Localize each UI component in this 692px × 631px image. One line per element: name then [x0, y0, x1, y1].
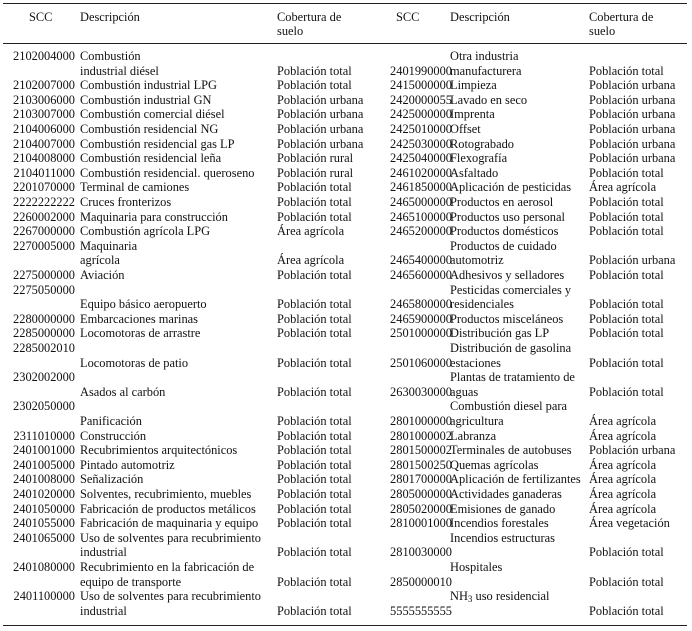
scc-right-cell: 2465100000 [390, 209, 452, 224]
scc-right-cell: 2465200000 [390, 224, 452, 239]
coverage-left-cell: Población total [277, 63, 352, 78]
description-right-cell: Hospitales [450, 560, 503, 574]
coverage-right-cell: Área agrícola [589, 457, 657, 472]
description-left-cell: Combustión industrial diésel [80, 49, 159, 78]
description-left-cell: Fabricación de productos metálicos [80, 501, 256, 516]
description-left-cell: Fabricación de maquinaria y equipo [80, 516, 259, 531]
scc-right-cell: 2420000055 [390, 92, 452, 107]
coverage-left-cell: Población total [277, 603, 352, 618]
scc-left-cell: 2102007000 [13, 78, 75, 93]
description-left-cell: Combustión industrial GN [80, 92, 212, 107]
table-row [3, 589, 687, 618]
coverage-right-cell: Población total [589, 384, 664, 399]
scc-right-cell: 2801000000 [390, 413, 452, 428]
coverage-left-cell: Población total [277, 487, 352, 501]
description-left-cell: Cruces fronterizos [80, 195, 172, 209]
coverage-left-cell: Población total [277, 311, 352, 326]
header-cob-right: Cobertura de suelo [589, 10, 654, 38]
description-left-cell: Combustión agrícola LPG [80, 224, 211, 239]
table-row [3, 166, 687, 181]
description-right-cell: Rotograbado [450, 136, 515, 151]
scc-right-cell: 2801500250 [390, 457, 452, 472]
coverage-right-cell: Población total [589, 195, 664, 209]
scc-right-cell: 2461850000 [390, 180, 452, 195]
scc-left-cell: 2260002000 [13, 209, 75, 224]
description-right-cell: Productos en aerosol [450, 195, 554, 209]
scc-right-cell: 2465400000 [390, 253, 452, 268]
table-row [3, 107, 687, 122]
header-bottom-rule [3, 43, 687, 44]
coverage-left-cell: Población total [277, 268, 352, 282]
coverage-right-cell: Población urbana [589, 122, 676, 136]
coverage-right-cell: Población total [589, 355, 664, 370]
description-right-cell: Productos misceláneos [450, 311, 564, 326]
coverage-right-cell: Población urbana [589, 107, 676, 122]
description-right-cell: Aplicación de fertilizantes [450, 472, 581, 487]
scc-left-cell: 2270005000 [13, 238, 75, 253]
description-left-cell: Recubrimientos arquitectónicos [80, 443, 238, 458]
coverage-left-cell: Población total [277, 516, 352, 531]
coverage-right-cell: Población urbana [589, 151, 676, 166]
header-scc-right: SCC [396, 10, 420, 24]
table-row [3, 531, 687, 560]
description-left-cell: Aviación [80, 268, 125, 282]
description-right-cell: Incendios estructuras [450, 530, 555, 545]
coverage-right-cell: Población total [589, 603, 664, 618]
coverage-right-cell: Población total [589, 326, 664, 341]
coverage-left-cell: Población urbana [277, 107, 364, 122]
scc-right-cell: 2630030000 [390, 384, 452, 399]
coverage-left-cell: Población total [277, 501, 352, 516]
scc-right-cell: 2415000000 [390, 78, 452, 93]
coverage-left-cell: Población total [277, 428, 352, 443]
header-scc-left: SCC [29, 10, 53, 24]
coverage-left-cell: Población urbana [277, 92, 364, 107]
scc-left-cell: 2201070000 [13, 180, 75, 195]
description-left-cell: Señalización [80, 472, 144, 487]
description-right-cell: Productos domésticos [450, 224, 559, 239]
description-left-cell: Combustión residencial gas LP [80, 136, 235, 151]
description-right-cell: $NH_3$ uso residencial [450, 589, 550, 605]
table-row [3, 516, 687, 531]
description-left-cell: Combustión residencial. queroseno [80, 165, 255, 180]
table-row [3, 472, 687, 487]
coverage-right-cell: Población urbana [589, 253, 676, 268]
description-right-cell: Pesticidas comerciales y residenciales [450, 282, 572, 312]
description-right-cell: Distribución gas LP [450, 326, 550, 341]
scc-left-cell: 2401008000 [13, 472, 75, 487]
description-right-cell: Otra industria manufacturera [450, 49, 522, 78]
table-row [3, 122, 687, 137]
table-row [3, 560, 687, 589]
description-left-cell: Uso de solventes para recubrimiento industrial [80, 589, 261, 618]
description-left-cell: Terminal de camiones [80, 180, 190, 195]
table-row [3, 268, 687, 283]
scc-right-cell: 2805000000 [390, 487, 452, 501]
coverage-right-cell: Población total [589, 165, 664, 180]
table-row [3, 151, 687, 166]
description-left-cell: Maquinaria para construcción [80, 209, 228, 224]
coverage-right-cell: Población total [589, 268, 664, 282]
table-row [3, 283, 687, 312]
scc-right-cell: 2801000002 [390, 428, 452, 443]
scc-left-cell: 2222222222 [13, 195, 75, 209]
scc-left-cell: 2104008000 [13, 151, 75, 166]
scc-left-cell: 2267000000 [13, 224, 75, 239]
table-row [3, 180, 687, 195]
table-row [3, 137, 687, 152]
scc-left-cell: 2302002000 [13, 370, 75, 385]
coverage-right-cell: Área agrícola [589, 487, 657, 501]
coverage-right-cell: Población total [589, 311, 664, 326]
coverage-left-cell: Población urbana [277, 136, 364, 151]
header-cob-left: Cobertura de suelo [277, 10, 342, 38]
scc-left-cell: 2401055000 [13, 516, 75, 531]
coverage-right-cell: Población urbana [589, 136, 676, 151]
scc-right-cell: 2465900000 [390, 311, 452, 326]
description-left-cell: Equipo básico aeropuerto [80, 297, 207, 312]
table-row [3, 326, 687, 341]
scc-left-cell: 2401100000 [13, 589, 75, 604]
coverage-right-cell: Población total [589, 545, 664, 560]
coverage-right-cell: Población urbana [589, 78, 676, 93]
scc-left-cell: 2401080000 [13, 560, 75, 574]
table-row [3, 93, 687, 108]
coverage-right-cell: Área agrícola [589, 472, 657, 487]
description-right-cell: Asfaltado [450, 165, 499, 180]
scc-right-cell: 2501060000 [390, 355, 452, 370]
scc-left-cell: 2285000000 [13, 326, 75, 341]
scc-right-cell: 2801500002 [390, 443, 452, 458]
coverage-right-cell: Área agrícola [589, 428, 657, 443]
description-right-cell: Limpieza [450, 78, 497, 93]
scc-right-cell: 2805020000 [390, 501, 452, 516]
scc-left-cell: 2401065000 [13, 530, 75, 545]
scc-left-cell: 2311010000 [13, 428, 75, 443]
description-left-cell: Locomotoras de arrastre [80, 326, 201, 341]
scc-left-cell: 2275000000 [13, 268, 75, 282]
coverage-left-cell: Área agrícola [277, 224, 345, 239]
description-right-cell: Actividades ganaderas [450, 487, 562, 501]
scc-left-cell: 2275050000 [13, 282, 75, 297]
header-desc-right: Descripción [450, 10, 510, 24]
coverage-left-cell: Población total [277, 326, 352, 341]
table-bottom-rule [3, 625, 687, 626]
scc-left-cell: 2104011000 [13, 165, 75, 180]
description-left-cell: Embarcaciones marinas [80, 311, 199, 326]
scc-right-cell: 2810001000 [390, 516, 452, 531]
scc-left-cell: 2104007000 [13, 136, 75, 151]
table-row [3, 239, 687, 268]
coverage-left-cell: Población total [277, 209, 352, 224]
coverage-left-cell: Población total [277, 574, 352, 589]
scc-right-cell: 2401990000 [390, 63, 452, 78]
table-row [3, 458, 687, 473]
coverage-left-cell: Población total [277, 384, 352, 399]
scc-right-cell: 2461020000 [390, 165, 452, 180]
coverage-left-cell: Población rural [277, 165, 354, 180]
coverage-left-cell: Población rural [277, 151, 354, 166]
description-right-cell: Adhesivos y selladores [450, 268, 565, 282]
scc-right-cell: 2425030000 [390, 136, 452, 151]
coverage-right-cell: Población total [589, 209, 664, 224]
coverage-right-cell: Área agrícola [589, 180, 657, 195]
description-left-cell: Construcción [80, 428, 147, 443]
description-right-cell: Plantas de tratamiento de aguas [450, 370, 575, 399]
scc-left-cell: 2401001000 [13, 443, 75, 458]
scc-left-cell: 2103006000 [13, 92, 75, 107]
scc-left-cell: 2102004000 [13, 49, 75, 63]
description-right-cell: Aplicación de pesticidas [450, 180, 572, 195]
scc-right-cell: 2465000000 [390, 195, 452, 209]
scc-right-cell: 2465800000 [390, 297, 452, 312]
scc-left-cell: 2103007000 [13, 107, 75, 122]
description-left-cell: Maquinaria agrícola [80, 238, 138, 268]
description-left-cell: Combustión industrial LPG [80, 78, 217, 93]
coverage-right-cell: Población total [589, 297, 664, 312]
description-left-cell: Asados al carbón [80, 384, 166, 399]
coverage-right-cell: Población total [589, 574, 664, 589]
table-row [3, 502, 687, 517]
description-left-cell: Combustión comercial diésel [80, 107, 225, 122]
scc-right-cell: 2425010000 [390, 122, 452, 136]
coverage-right-cell: Población total [589, 224, 664, 239]
coverage-right-cell: Población urbana [589, 443, 676, 458]
table-row [3, 78, 687, 93]
coverage-left-cell: Población total [277, 413, 352, 428]
description-left-cell: Panificación [80, 413, 142, 428]
header-desc-left: Descripción [80, 10, 140, 24]
description-right-cell: Productos de cuidado automotriz [450, 238, 557, 268]
description-left-cell: Pintado automotriz [80, 457, 175, 472]
table-row [3, 370, 687, 399]
coverage-left-cell: Población total [277, 472, 352, 487]
table-row [3, 195, 687, 210]
scc-right-cell: 2425000000 [390, 107, 452, 122]
coverage-right-cell: Población total [589, 63, 664, 78]
coverage-left-cell: Población total [277, 180, 352, 195]
scc-right-cell: 2465600000 [390, 268, 452, 282]
description-left-cell: Uso de solventes para recubrimiento industrial [80, 530, 261, 560]
description-right-cell: Productos uso personal [450, 209, 565, 224]
coverage-left-cell: Área agrícola [277, 253, 345, 268]
table-row [3, 341, 687, 370]
scc-left-cell: 2302050000 [13, 399, 75, 414]
scc-left-cell: 2285002010 [13, 341, 75, 355]
coverage-left-cell: Población total [277, 443, 352, 458]
description-right-cell: Terminales de autobuses [450, 443, 572, 458]
coverage-left-cell: Población total [277, 297, 352, 312]
scc-right-cell: 2501000000 [390, 326, 452, 341]
description-right-cell: Offset [450, 122, 481, 136]
table-row [3, 487, 687, 502]
coverage-left-cell: Población urbana [277, 122, 364, 136]
scc-left-cell: 2401005000 [13, 457, 75, 472]
coverage-left-cell: Población total [277, 545, 352, 560]
description-right-cell: Quemas agrícolas [450, 457, 539, 472]
description-left-cell: Recubrimiento en la fabricación de equipo de transporte [80, 560, 255, 589]
table-row [3, 224, 687, 239]
coverage-right-cell: Población urbana [589, 92, 676, 107]
description-left-cell: Solventes, recubrimiento, muebles [80, 487, 252, 501]
coverage-left-cell: Población total [277, 457, 352, 472]
description-right-cell: Distribución de gasolina estaciones [450, 341, 572, 370]
description-right-cell: Lavado en seco [450, 92, 528, 107]
scc-right-cell: 2850000010 [390, 574, 452, 589]
table-row [3, 443, 687, 458]
description-right-cell: Imprenta [450, 107, 495, 122]
coverage-right-cell: Área vegetación [589, 516, 670, 531]
scc-left-cell: 2104006000 [13, 122, 75, 136]
scc-left-cell: 2280000000 [13, 311, 75, 326]
description-right-cell: Flexografía [450, 151, 508, 166]
table-top-rule [3, 3, 687, 4]
description-left-cell: Combustión residencial leña [80, 151, 222, 166]
scc-left-cell: 2401050000 [13, 501, 75, 516]
description-right-cell: Incendios forestales [450, 516, 549, 531]
scc-left-cell: 2401020000 [13, 487, 75, 501]
scc-right-cell: 2425040000 [390, 151, 452, 166]
description-right-cell: Combustión diesel para agricultura [450, 399, 568, 428]
coverage-right-cell: Área agrícola [589, 501, 657, 516]
description-right-cell: Labranza [450, 428, 497, 443]
table-row [3, 210, 687, 225]
scc-right-cell: 2810030000 [390, 545, 452, 560]
table-row [3, 399, 687, 428]
coverage-left-cell: Población total [277, 195, 352, 209]
coverage-left-cell: Población total [277, 355, 352, 370]
coverage-left-cell: Población total [277, 78, 352, 93]
scc-right-cell: 2801700000 [390, 472, 452, 487]
table-row [3, 49, 687, 78]
description-left-cell: Combustión residencial NG [80, 122, 219, 136]
scc-right-cell: 5555555555 [390, 603, 452, 618]
table-row [3, 429, 687, 444]
description-left-cell: Locomotoras de patio [80, 355, 189, 370]
table-row [3, 312, 687, 327]
coverage-right-cell: Área agrícola [589, 413, 657, 428]
description-right-cell: Emisiones de ganado [450, 501, 556, 516]
